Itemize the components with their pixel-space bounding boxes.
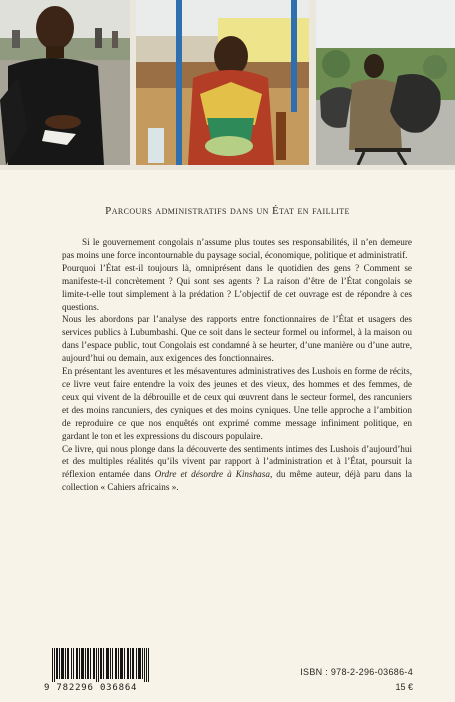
photo-bicycle-man-image bbox=[316, 0, 455, 165]
summary-paragraph-1: Si le gouvernement congolais n’assume plus toutes ses responsabilités, il n’en demeure pas moins une force incontournable du paysage social, économique, politique et administratif. bbox=[62, 237, 412, 260]
barcode-digits: 9 782296 036864 bbox=[44, 683, 138, 693]
book-title: Parcours administratifs dans un État en faillite bbox=[105, 205, 350, 217]
photo-smiling-man-image bbox=[0, 0, 130, 165]
photo-smiling-man bbox=[0, 0, 130, 165]
summary-paragraph-5 bbox=[62, 443, 412, 495]
summary-paragraph-3: Nous les abordons par l’analyse des rapports entre fonctionnaires de l’État et usagers des services publics à Lubumbashi. Que ce soit dans le secteur formel ou informel, à la maison ou dans l’espace public, tout Congolais est condamné à se heurter, d’une manière ou d’une autre, aujourd’hui ou demain, aux exigences des fonctionnaires. bbox=[62, 314, 412, 364]
summary-paragraph-4: En présentant les aventures et les mésaventures administratives des Lushois en forme de récits, ce livre veut faire entendre la voix des jeunes et des vieux, des hommes et des femmes, de ceux qui vivent de la débrouille et de ceux qui œuvrent dans le secteur formel, des rancuniers et des moins rancuniers, des cyniques et des moins cyniques. Une telle approche a l’ambition de reproduire ce que nos enquêtés ont exprimé comme message infiniment politique, en gardant le ton et les expressions du discours populaire. bbox=[62, 366, 412, 441]
summary-paragraph-2: Pourquoi l’État est-il toujours là, omniprésent dans le quotidien des gens ? Comment se manifeste-t-il concrètement ? Qui sont ses agents ? La raison d’être de l’État congolais se limite-t-elle tout simplement à la prédation ? L’objectif de cet ouvrage est de répondre à ces questions. bbox=[62, 262, 412, 312]
photo-strip bbox=[0, 0, 455, 170]
barcode-bars bbox=[52, 648, 150, 682]
book-price: 15 € bbox=[395, 682, 413, 692]
photo-market-woman-image bbox=[136, 0, 309, 165]
referenced-book-title: Ordre et désordre à Kinshasa bbox=[154, 469, 270, 480]
isbn-number: ISBN : 978-2-296-03686-4 bbox=[300, 667, 413, 677]
book-summary bbox=[62, 236, 412, 494]
photo-bicycle-man bbox=[316, 0, 455, 165]
summary-paragraph-5-before: Ce livre, qui nous plonge dans la découverte des sentiments intimes des Lushois d’aujourd’hui et des multiples réalités qu’ils vivent par rapport à l’administration et à l’État, poursuit la réflexion entamée dans bbox=[62, 443, 412, 480]
photo-market-woman bbox=[136, 0, 309, 165]
summary-paragraph-5-after: , du même auteur, déjà paru dans la collection « Cahiers africains ». bbox=[62, 469, 413, 493]
ean-barcode bbox=[44, 648, 152, 695]
